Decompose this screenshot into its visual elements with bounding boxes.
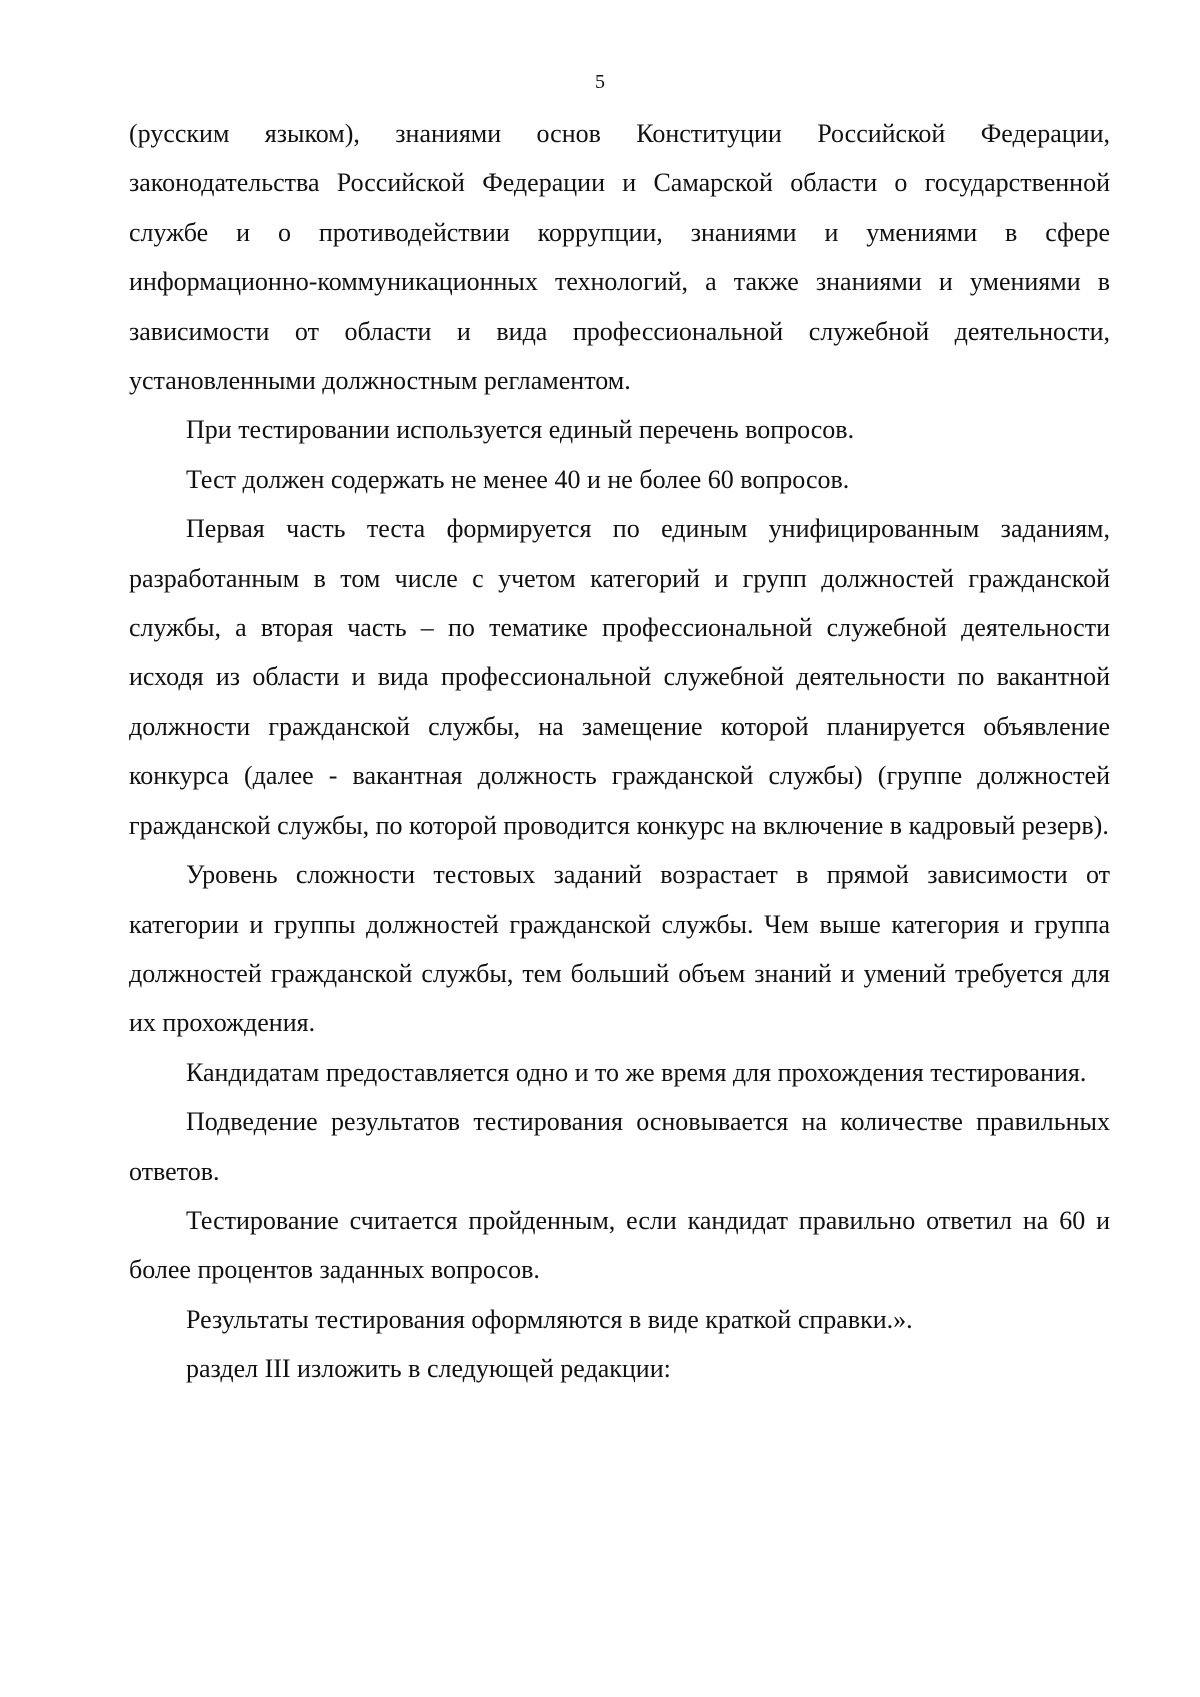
paragraph: раздел III изложить в следующей редакции: [186,1354,671,1384]
paragraph: Первая часть теста формируется по единым унифицированным заданиям, разработанным в том числе с учетом категорий и групп должностей гражданской службы, а вторая часть – по тематике профессиональной служебной деятельности исходя из области и вида профессиональной служебной деятельности по вакантной должности гражданской службы, на замещение которой планируется объявление конкурса (далее - вакантная должность гражданской службы) (группе должностей гражданской службы, по которой проводится конкурс на включение в кадровый резерв). [129,514,1110,840]
paragraph: Тест должен содержать не менее 40 и не более 60 вопросов. [186,464,850,494]
paragraph: При тестировании используется единый перечень вопросов. [186,415,855,445]
paragraph-continuation: (русским языком), знаниями основ Конституции Российской Федерации, законодательства Российской Федерации и Самарской области о государственной службе и о противодействии коррупции, знаниями и умениями в сфере информационно-коммуникационных технологий, а также знаниями и умениями в зависимости от области и вида профессиональной служебной деятельности, установленными должностным регламентом. [129,119,1110,396]
document-body [129,109,1110,1394]
paragraph: Подведение результатов тестирования основывается на количестве правильных ответов. [129,1107,1110,1186]
page-number: 5 [595,71,605,93]
paragraph: Тестирование считается пройденным, если кандидат правильно ответил на 60 и более процентов заданных вопросов. [129,1205,1110,1285]
paragraph: Уровень сложности тестовых заданий возрастает в прямой зависимости от категории и группы должностей гражданской службы. Чем выше категория и группа должностей гражданской службы, тем больший объем знаний и умений требуется для их прохождения. [129,860,1110,1038]
paragraph: Кандидатам предоставляется одно и то же время для прохождения тестирования. [186,1057,1087,1087]
paragraph: Результаты тестирования оформляются в виде краткой справки.». [186,1304,913,1334]
